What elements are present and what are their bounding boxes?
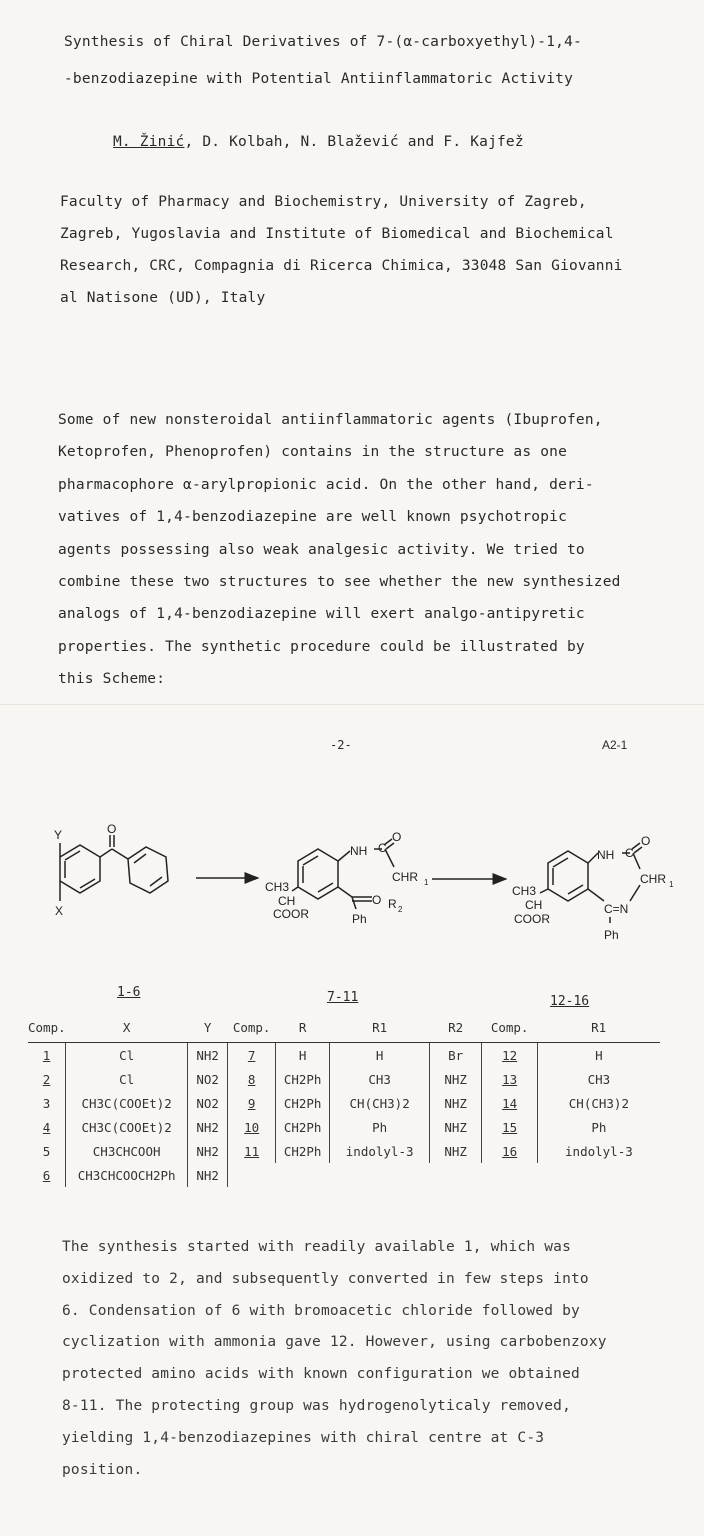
column-header: X — [66, 1012, 188, 1043]
table-header — [28, 1012, 660, 1043]
body-line: 6. Condensation of 6 with bromoacetic chloride followed by — [62, 1302, 580, 1319]
compound-number: 1 — [28, 1043, 66, 1068]
cell-r1: indolyl-3 — [330, 1139, 430, 1163]
cell-r: H — [276, 1043, 330, 1068]
group-label: 7-11 — [327, 990, 359, 1005]
body-line: protected amino acids with known configuration we obtained — [62, 1366, 580, 1383]
group-label: 12-16 — [550, 994, 590, 1009]
atom-label: NH — [350, 844, 368, 858]
abstract-line: this Scheme: — [58, 671, 166, 688]
affiliation-line: Research, CRC, Compagnia di Ricerca Chimica, 33048 San Giovanni — [60, 258, 623, 274]
column-header: Comp. — [482, 1012, 538, 1043]
body-line: position. — [62, 1461, 143, 1478]
table-row — [28, 1043, 660, 1068]
phenyl-ring — [128, 847, 168, 893]
atom-label: CH — [525, 898, 543, 912]
cell-r1: CH3 — [587, 1071, 611, 1087]
compound-number: 7 — [228, 1043, 276, 1068]
first-author: M. Žinić — [113, 134, 185, 150]
affiliation-line: al Natisone (UD), Italy — [60, 290, 266, 306]
cell-x: Cl — [66, 1067, 188, 1091]
body-line: 8-11. The protecting group was hydrogenolyticaly removed, — [62, 1397, 571, 1414]
cell-r2: NHZ — [430, 1139, 482, 1163]
cell-r: CH2Ph — [276, 1115, 330, 1139]
reaction-scheme — [0, 805, 704, 955]
cell-r1: Ph — [330, 1115, 430, 1139]
cell-r2: Br — [430, 1043, 482, 1068]
atom-label: CH3 — [512, 884, 537, 898]
cell-r1: H — [595, 1047, 603, 1063]
atom-label: CH3 — [265, 880, 290, 894]
compound-number — [228, 1163, 276, 1187]
atom-label: O — [641, 834, 651, 848]
cell-r: CH2Ph — [276, 1067, 330, 1091]
cell-y: NO2 — [188, 1091, 228, 1115]
cell-r2: NHZ — [430, 1115, 482, 1139]
cell-x: CH3C(COOEt)2 — [66, 1115, 188, 1139]
abstract-line: agents possessing also weak analgesic activity. We tried to — [58, 541, 585, 558]
atom-label: Y — [54, 828, 63, 842]
atom-label: O — [372, 893, 382, 907]
cell-y: NH2 — [188, 1163, 228, 1187]
body-text — [62, 1232, 607, 1486]
atom-label: NH — [597, 848, 615, 862]
structure-benzophenone — [60, 835, 168, 901]
table-row — [28, 1163, 660, 1187]
compound-number: 12 — [482, 1043, 538, 1068]
title-line-1: Synthesis of Chiral Derivatives of 7-(α-carboxyethyl)-1,4- — [64, 34, 582, 50]
compound-number: 9 — [228, 1091, 276, 1115]
column-header: R2 — [430, 1012, 482, 1043]
cell-x: CH3C(COOEt)2 — [66, 1091, 188, 1115]
cell-x: CH3CHCOOCH2Ph — [66, 1163, 188, 1187]
atom-label: CHR — [640, 872, 666, 886]
body-line: yielding 1,4-benzodiazepines with chiral centre at C-3 — [62, 1429, 545, 1446]
affiliation-line: Zagreb, Yugoslavia and Institute of Biomedical and Biochemical — [60, 226, 614, 242]
abstract — [58, 404, 621, 696]
atom-label: O — [392, 830, 402, 844]
column-header: Comp. — [28, 1012, 66, 1043]
compound-number: 4 — [28, 1115, 66, 1139]
abstract-line: Some of new nonsteroidal antiinflammatoric agents (Ibuprofen, — [58, 412, 603, 428]
abstract-line: analogs of 1,4-benzodiazepine will exert analgo-antipyretic — [58, 606, 585, 623]
abstract-line: pharmacophore α-arylpropionic acid. On the other hand, deri- — [58, 476, 594, 493]
cell-y: NH2 — [188, 1115, 228, 1139]
compound-number: 10 — [228, 1115, 276, 1139]
cell-x: Cl — [66, 1043, 188, 1068]
compound-number: 14 — [482, 1091, 538, 1115]
column-header: R1 — [330, 1012, 430, 1043]
cell-r1: CH(CH3)2 — [330, 1091, 430, 1115]
atom-label: CHR — [392, 870, 418, 884]
cell-r1: CH(CH3)2 — [568, 1095, 629, 1111]
cell-r — [276, 1163, 330, 1187]
abstract-line: properties. The synthetic procedure could be illustrated by — [58, 638, 585, 655]
group-label: 1-6 — [117, 985, 141, 1000]
cell-r1: H — [330, 1043, 430, 1068]
table-row — [28, 1091, 660, 1115]
affiliation-line: Faculty of Pharmacy and Biochemistry, University of Zagreb, — [60, 194, 587, 210]
atom-label: 1 — [669, 880, 674, 889]
atom-label: 1 — [424, 878, 429, 887]
affiliation — [60, 186, 623, 314]
column-header: Comp. — [228, 1012, 276, 1043]
bond — [100, 849, 112, 857]
atom-label: C — [625, 846, 634, 860]
compound-number: 5 — [28, 1139, 66, 1163]
compound-number: 15 — [482, 1115, 538, 1139]
cell-r1 — [538, 1163, 660, 1187]
atom-label: Ph — [352, 912, 367, 926]
atom-label: COOR — [273, 907, 309, 921]
compound-number: 13 — [482, 1067, 538, 1091]
column-header: R1 — [538, 1012, 660, 1043]
abstract-line: combine these two structures to see whether the new synthesized — [58, 574, 621, 591]
cell-r: CH2Ph — [276, 1091, 330, 1115]
page-seam — [0, 704, 704, 705]
atom-label: CH — [278, 894, 296, 908]
body-line: The synthesis started with readily available 1, which was — [62, 1239, 571, 1255]
page-code: A2-1 — [602, 738, 628, 752]
title-line-2: -benzodiazepine with Potential Antiinflammatoric Activity — [64, 71, 573, 87]
compound-number: 6 — [28, 1163, 66, 1187]
page-number: -2- — [330, 738, 352, 752]
body-line: oxidized to 2, and subsequently converted in few steps into — [62, 1270, 589, 1287]
cell-r: CH2Ph — [276, 1139, 330, 1163]
atom-label: O — [107, 822, 117, 836]
column-header: R — [276, 1012, 330, 1043]
cell-r2: NHZ — [430, 1067, 482, 1091]
atom-label: C — [378, 841, 387, 855]
cell-x: CH3CHCOOH — [66, 1139, 188, 1163]
body-line: cyclization with ammonia gave 12. However, using carbobenzoxy — [62, 1334, 607, 1351]
cell-r2: NHZ — [430, 1091, 482, 1115]
benzene-ring — [60, 845, 100, 893]
compound-number: 3 — [28, 1091, 66, 1115]
other-authors: , D. Kolbah, N. Blažević and F. Kajfež — [184, 134, 524, 150]
cell-y: NO2 — [188, 1067, 228, 1091]
compound-number: 2 — [28, 1067, 66, 1091]
atom-label: X — [55, 904, 64, 918]
table-row — [28, 1067, 660, 1091]
atom-label: R — [388, 897, 397, 911]
compound-number: 11 — [228, 1139, 276, 1163]
table-row — [28, 1115, 660, 1139]
cell-r1 — [330, 1163, 430, 1187]
compound-number: 8 — [228, 1067, 276, 1091]
atom-label: 2 — [398, 905, 403, 914]
atom-label: COOR — [514, 912, 550, 926]
abstract-line: Ketoprofen, Phenoprofen) contains in the structure as one — [58, 444, 567, 461]
cell-r2 — [430, 1163, 482, 1187]
author-list — [113, 134, 524, 150]
table-row — [28, 1139, 660, 1163]
cell-y: NH2 — [188, 1043, 228, 1068]
compound-number: 16 — [482, 1139, 538, 1163]
cell-y: NH2 — [188, 1139, 228, 1163]
bond — [112, 849, 128, 859]
atom-label: C=N — [604, 902, 629, 916]
cell-r1: CH3 — [330, 1067, 430, 1091]
atom-label: Ph — [604, 928, 619, 942]
compound-number — [482, 1163, 538, 1187]
abstract-line: vatives of 1,4-benzodiazepine are well known psychotropic — [58, 509, 567, 526]
compound-table — [28, 1012, 660, 1187]
cell-r1: indolyl-3 — [565, 1143, 633, 1159]
column-header: Y — [188, 1012, 228, 1043]
cell-r1: Ph — [591, 1119, 607, 1135]
